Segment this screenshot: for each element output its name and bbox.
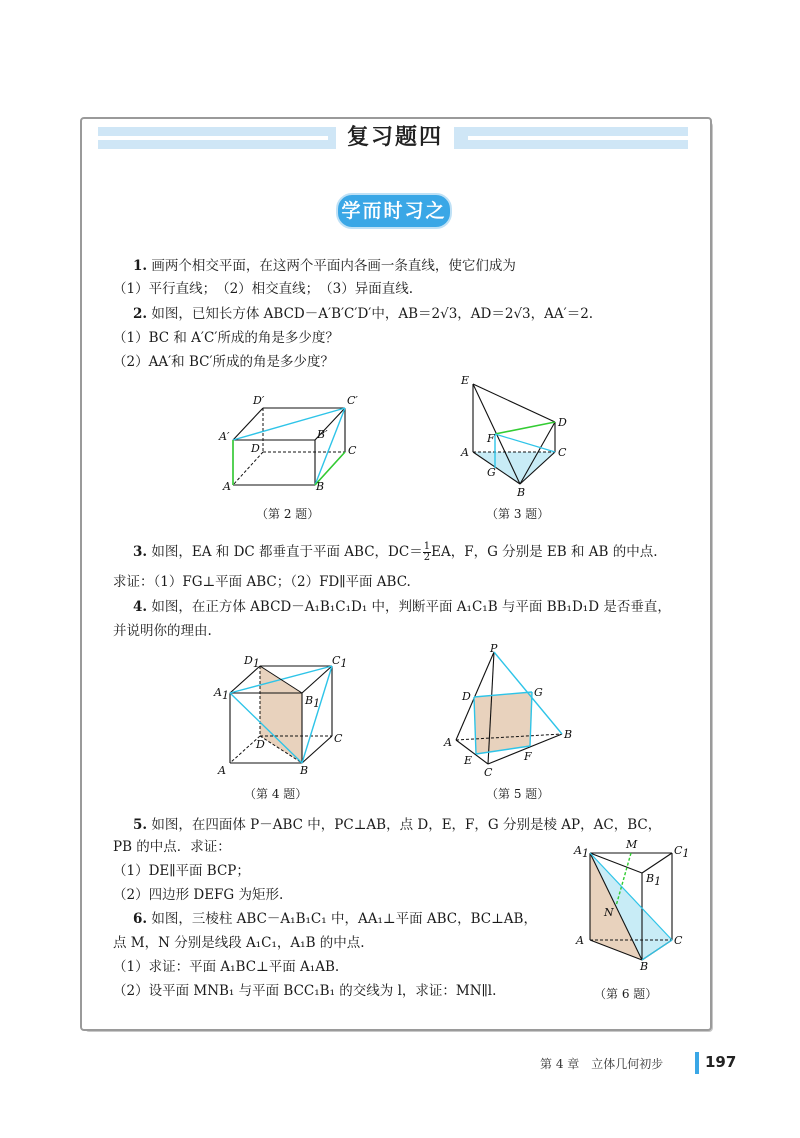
problem-6-q2: （2）设平面 MNB₁ 与平面 BCC₁B₁ 的交线为 l，求证：MN∥l. (113, 983, 497, 999)
label-N: N (604, 906, 614, 919)
problem-5 (133, 816, 661, 834)
label-C: C (348, 444, 357, 457)
problem-2-text: 如图，已知长方体 ABCD－A′B′C′D′中，AB＝2√3，AD＝2√3，AA′＝2. (151, 306, 594, 322)
label-C-prime: C′ (347, 394, 358, 407)
problem-5-number: 5. (133, 817, 148, 833)
footer-divider (695, 1052, 699, 1074)
label-D: D (256, 738, 265, 751)
title-stripe-right (468, 136, 688, 140)
label-B1: B1 (305, 694, 321, 710)
problem-3-text-b: EA，F，G 分别是 EB 和 AB 的中点. (431, 544, 658, 560)
figure-4-cube (212, 648, 352, 778)
label-C1: C1 (332, 654, 348, 670)
label-C: C (484, 766, 493, 779)
segment-FD (495, 422, 555, 434)
problem-6-text: 如图，三棱柱 ABC－A₁B₁C₁ 中，AA₁⊥平面 ABC，BC⊥AB， (151, 911, 537, 927)
problem-1-text: 画两个相交平面，在这两个平面内各画一条直线，使它们成为 (151, 258, 516, 274)
caption-figure-3: （第 3 题） (486, 507, 550, 521)
label-A1: A1 (214, 686, 229, 702)
problem-3-number: 3. (133, 544, 148, 560)
problem-4 (133, 598, 671, 616)
label-A: A (444, 736, 452, 749)
problem-6-number: 6. (133, 911, 148, 927)
problem-1-options: （1）平行直线； （2）相交直线； （3）异面直线. (113, 281, 414, 297)
fraction-one-half (423, 542, 431, 563)
problem-4-text: 如图，在正方体 ABCD－A₁B₁C₁D₁ 中，判断平面 A₁C₁B 与平面 BB₁D₁D 是否垂直， (151, 599, 671, 615)
label-D1: D1 (244, 654, 260, 670)
caption-figure-2: （第 2 题） (256, 507, 320, 521)
label-C1: C1 (674, 844, 690, 860)
problem-5-q2: （2）四边形 DEFG 为矩形. (113, 887, 284, 903)
fraction-denominator: 2 (423, 552, 431, 563)
label-C: C (334, 732, 343, 745)
label-B: B (564, 728, 573, 741)
diagonal-plane (260, 666, 302, 763)
label-A-prime: A′ (219, 430, 230, 443)
page-title: 复习题四 (336, 121, 454, 155)
problem-3-text-a: 如图，EA 和 DC 都垂直于平面 ABC，DC＝ (151, 544, 423, 560)
label-D-prime: D′ (253, 394, 265, 407)
edge-AC-prime (233, 408, 345, 440)
label-E: E (464, 754, 473, 767)
fraction-numerator: 1 (423, 541, 431, 552)
problem-2-q1: （1）BC 和 A′C′所成的角是多少度？ (113, 330, 339, 346)
problem-5-text2: PB 的中点．求证： (113, 839, 231, 855)
label-C: C (674, 934, 683, 947)
figure-6-prism (572, 838, 697, 973)
rectangle-DEFG (474, 692, 532, 754)
label-D: D (251, 442, 260, 455)
problem-6-text2: 点 M，N 分别是线段 A₁C₁，A₁B 的中点. (113, 935, 365, 951)
figure-5-tetrahedron (442, 642, 582, 782)
label-A: A (461, 446, 469, 459)
label-C: C (558, 446, 567, 459)
figure-3 (455, 372, 585, 502)
base-triangle (473, 452, 555, 484)
label-A: A (576, 934, 584, 947)
caption-figure-4: （第 4 题） (244, 787, 308, 801)
figure-2-cuboid (215, 390, 365, 500)
label-D: D (558, 416, 567, 429)
label-D: D (462, 690, 471, 703)
label-P: P (490, 642, 498, 655)
label-A: A (218, 764, 226, 777)
page-number: 197 (705, 1053, 737, 1071)
problem-2-number: 2. (133, 306, 148, 322)
title-stripe-left (98, 136, 328, 140)
label-E: E (461, 374, 470, 387)
label-A1: A1 (574, 844, 589, 860)
label-M: M (626, 838, 638, 851)
label-B: B (640, 960, 649, 973)
problem-1-number: 1. (133, 258, 148, 274)
problem-3 (133, 542, 658, 563)
caption-figure-6: （第 6 题） (594, 987, 658, 1001)
problem-2 (133, 305, 593, 323)
caption-figure-5: （第 5 题） (486, 787, 550, 801)
problem-5-q1: （1）DE∥平面 BCP； (113, 863, 250, 879)
section-badge: 学而时习之 (336, 193, 452, 229)
problem-5-text: 如图，在四面体 P－ABC 中，PC⊥AB，点 D，E，F，G 分别是棱 AP，AC，BC， (151, 817, 662, 833)
label-B: B (517, 486, 526, 499)
label-B1: B1 (646, 872, 662, 888)
footer-chapter: 第 4 章 立体几何初步 (540, 1057, 664, 1071)
label-F: F (524, 750, 532, 763)
problem-3-proof: 求证：（1）FG⊥平面 ABC；（2）FD∥平面 ABC. (113, 574, 411, 590)
label-B: B (300, 764, 309, 777)
label-B-prime: B′ (317, 428, 328, 441)
label-G: G (534, 686, 543, 699)
label-A: A (223, 480, 231, 493)
problem-6 (133, 910, 537, 928)
problem-4-text2: 并说明你的理由. (113, 623, 212, 639)
problem-2-q2: （2）AA′和 BC′所成的角是多少度？ (113, 354, 335, 370)
problem-1 (133, 257, 516, 275)
problem-6-q1: （1）求证：平面 A₁BC⊥平面 A₁AB. (113, 959, 340, 975)
label-F: F (487, 432, 495, 445)
problem-4-number: 4. (133, 599, 148, 615)
label-G: G (487, 466, 496, 479)
edge-BC-prime (315, 408, 345, 485)
label-B: B (316, 480, 325, 493)
